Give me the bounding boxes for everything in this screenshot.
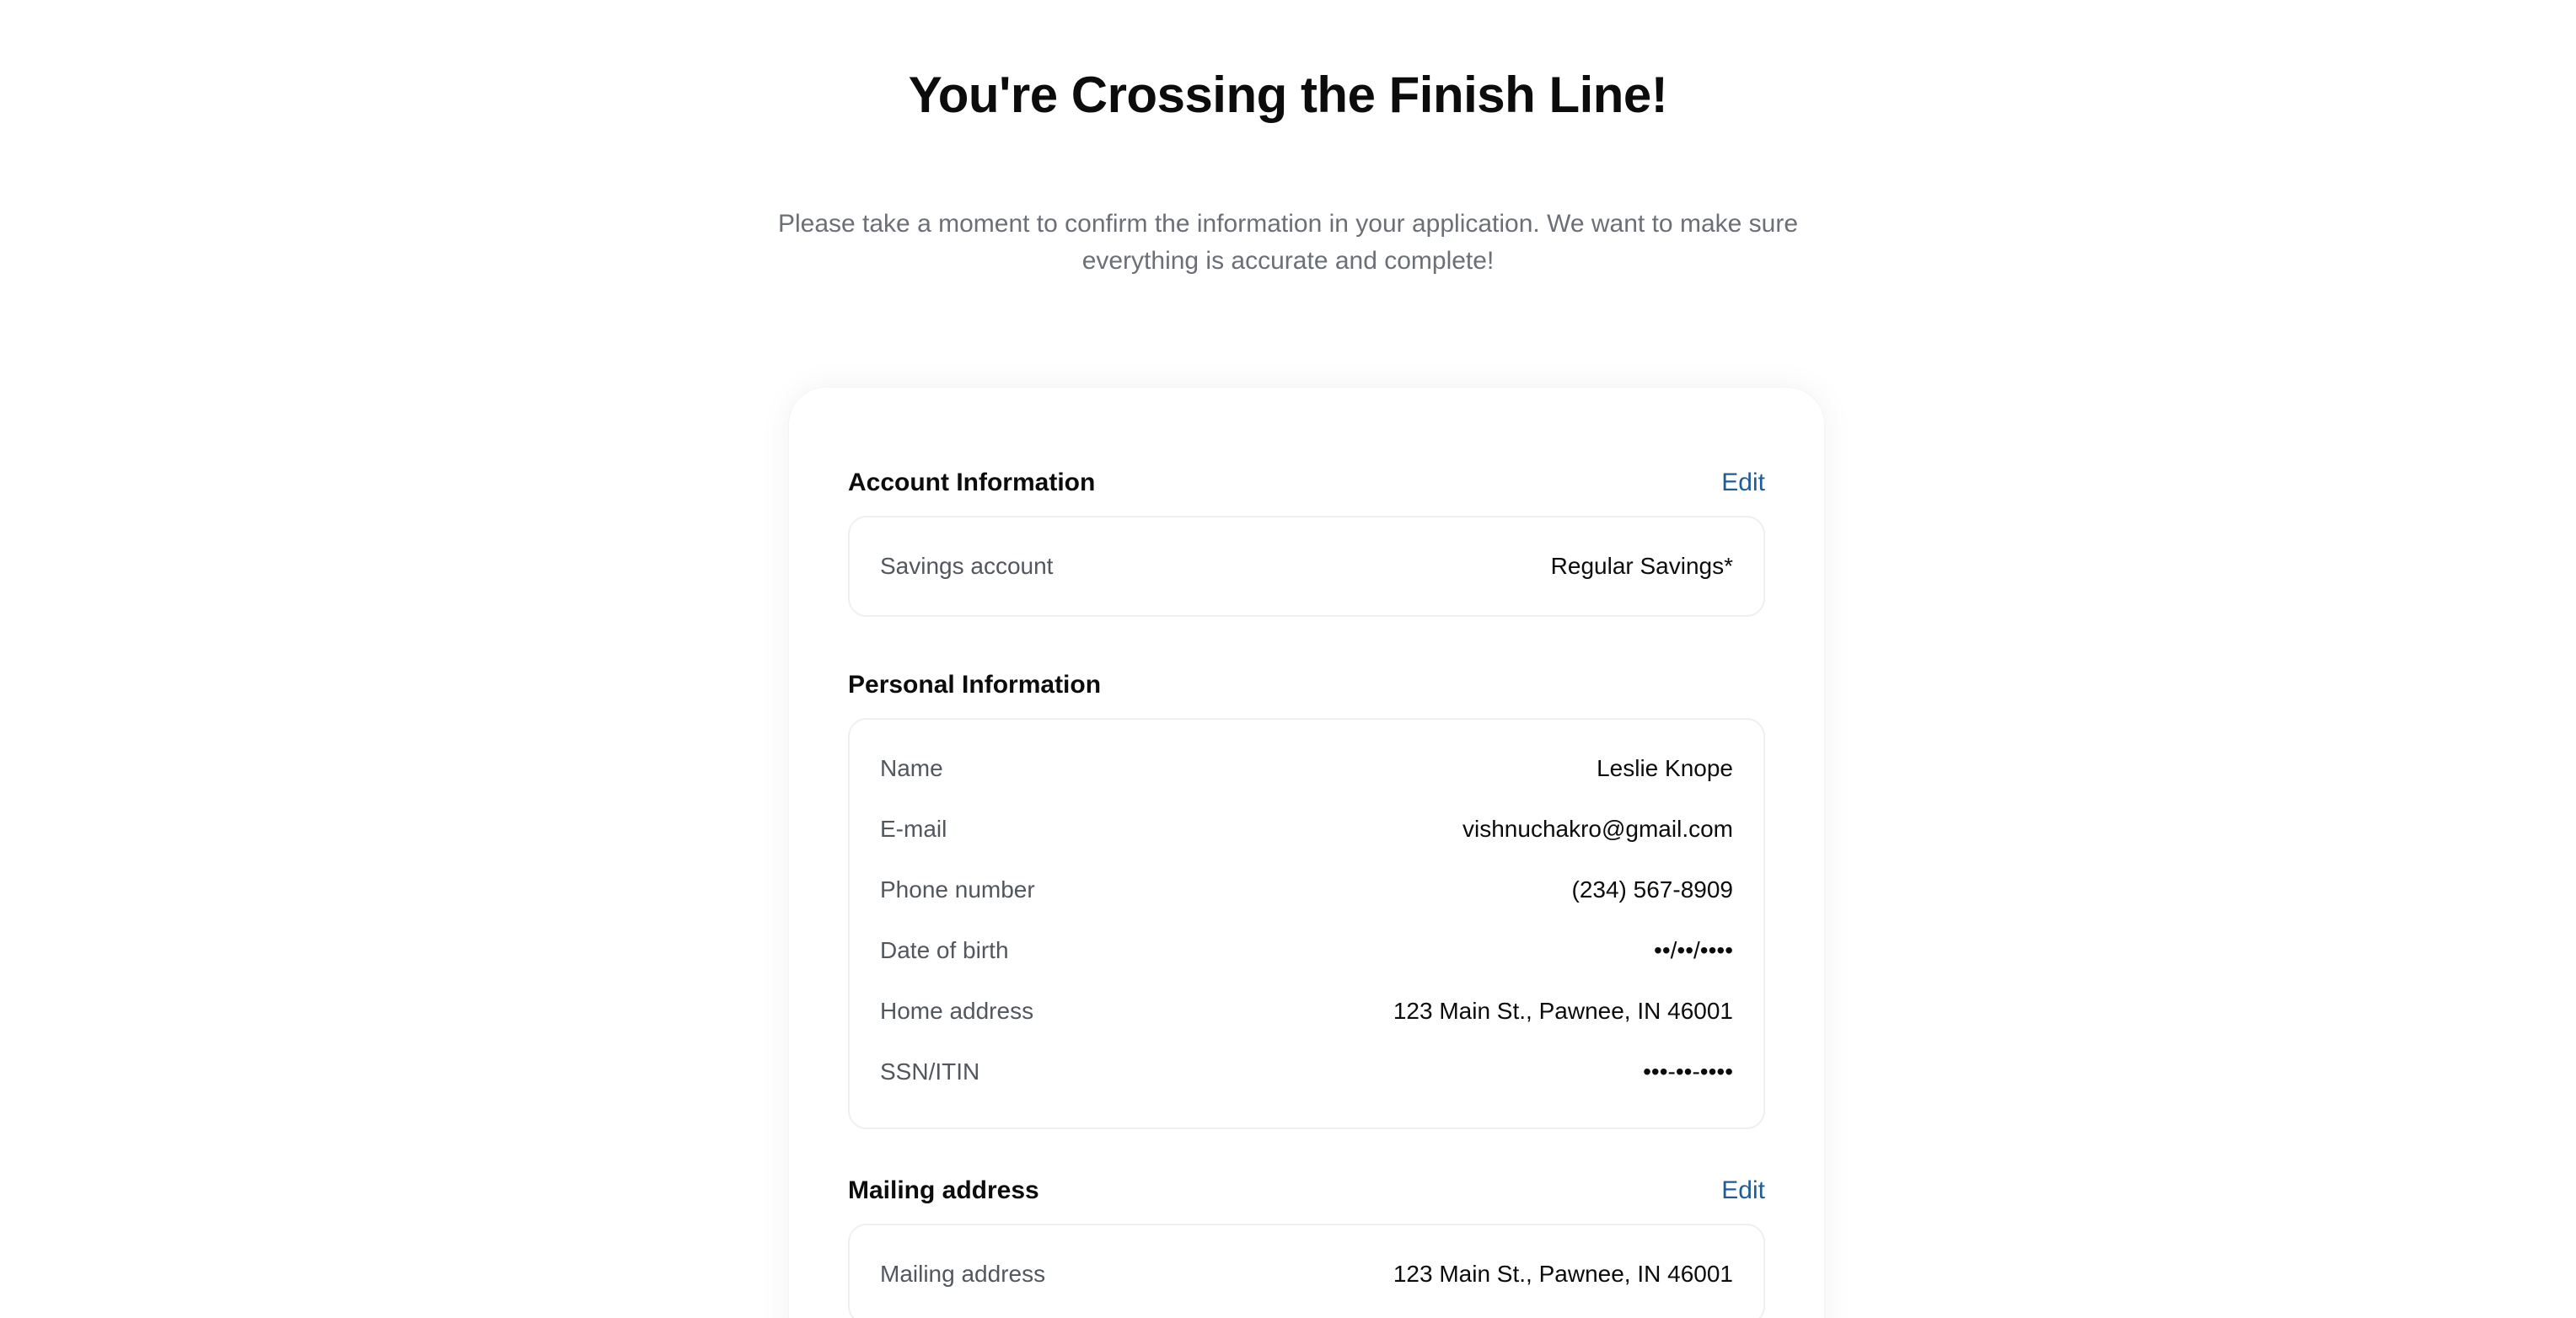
info-label: E-mail — [880, 816, 947, 842]
info-label: Phone number — [880, 876, 1035, 903]
info-row-ssn-itin — [880, 1042, 1733, 1102]
info-value: vishnuchakro@gmail.com — [1462, 816, 1733, 842]
mailing-section-title: Mailing address — [848, 1176, 1039, 1204]
account-section-title: Account Information — [848, 469, 1096, 496]
mailing-info-box — [848, 1224, 1765, 1318]
review-card — [789, 388, 1824, 1318]
info-value: Regular Savings* — [1550, 553, 1733, 579]
account-section-header — [848, 466, 1765, 500]
info-row-mailing-address — [880, 1244, 1733, 1305]
info-row-savings-account — [880, 536, 1733, 597]
info-value: (234) 567-8909 — [1571, 876, 1733, 903]
info-row-name — [880, 738, 1733, 799]
info-label: SSN/ITIN — [880, 1058, 980, 1085]
page-title: You're Crossing the Finish Line! — [908, 67, 1668, 123]
info-row-phone — [880, 860, 1733, 920]
info-value: 123 Main St., Pawnee, IN 46001 — [1393, 998, 1733, 1024]
personal-info-box — [848, 718, 1765, 1129]
info-value: •••-••-•••• — [1643, 1058, 1733, 1085]
info-label: Name — [880, 755, 943, 781]
info-row-date-of-birth — [880, 920, 1733, 981]
info-label: Savings account — [880, 553, 1054, 579]
info-label: Date of birth — [880, 937, 1009, 963]
account-edit-link[interactable]: Edit — [1721, 469, 1765, 496]
personal-section-header — [848, 668, 1765, 702]
mailing-section-header — [848, 1174, 1765, 1208]
info-value: Leslie Knope — [1597, 755, 1733, 781]
mailing-edit-link[interactable]: Edit — [1721, 1176, 1765, 1204]
info-row-email — [880, 799, 1733, 860]
info-value: ••/••/•••• — [1654, 937, 1733, 963]
info-label: Mailing address — [880, 1261, 1046, 1287]
info-label: Home address — [880, 998, 1034, 1024]
account-info-box — [848, 516, 1765, 617]
info-value: 123 Main St., Pawnee, IN 46001 — [1393, 1261, 1733, 1287]
page-subtitle: Please take a moment to confirm the information in your application. We want to make sure everything is accurate and complete! — [777, 210, 1799, 275]
personal-section-title: Personal Information — [848, 671, 1102, 699]
info-row-home-address — [880, 981, 1733, 1042]
